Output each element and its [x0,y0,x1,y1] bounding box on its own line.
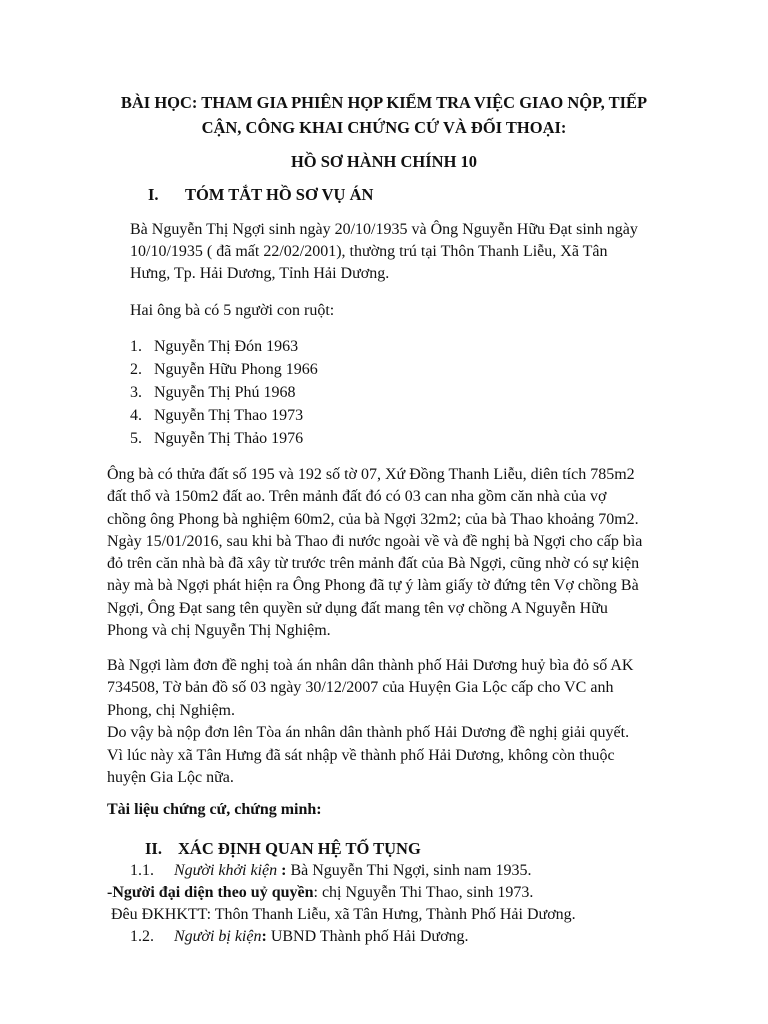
document-title-line-1: BÀI HỌC: THAM GIA PHIÊN HỌP KIỂM TRA VIỆC GIAO NỘP, TIẾP [120,93,648,112]
paragraph-line: Ngợi, Ông Đạt sang tên quyền sử dụng đất mang tên vợ chồng A Nguyễn Hữu [107,599,608,617]
paragraph-line: huyện Gia Lộc nữa. [107,769,234,787]
list-item [130,381,318,404]
label-separator: : [261,928,271,945]
document-title-line-2: CẬN, CÔNG KHAI CHỨNG CỨ VÀ ĐỐI THOẠI: [201,118,567,137]
paragraph-line: 734508, Tờ bản đồ số 03 ngày 30/12/2007 của Huyện Gia Lộc cấp cho VC anh [107,679,614,697]
label-separator: : [277,862,291,879]
item-number: 1.2. [130,928,154,945]
defendant-line [130,926,469,948]
paragraph-line: Ngày 15/01/2016, sau khi bà Thao đi nước ngoài về và đề nghị bà Ngợi cho cấp bìa [107,532,643,550]
list-text: Nguyễn Thị Phú 1968 [154,384,296,401]
section-2-heading: XÁC ĐỊNH QUAN HỆ TỐ TỤNG [178,839,421,858]
document-subtitle: HỒ SƠ HÀNH CHÍNH 10 [290,152,478,171]
paragraph-line: đỏ trên căn nhà bà đã xây từ trước trên mảnh đất của Bà Ngợi, cũng nhờ có sự kiện [107,555,640,573]
paragraph-line: Vì lúc này xã Tân Hưng đã sát nhập về thành phố Hải Dương, không còn thuộc [107,746,615,764]
intro-line: 10/10/1935 ( đã mất 22/02/2001), thường trú tại Thôn Thanh Liễu, Xã Tân [130,243,608,260]
children-intro: Hai ông bà có 5 người con ruột: [130,302,335,319]
paragraph-line: chồng ông Phong bà nghiệm 60m2, của bà Ngợi 32m2; của bà Thao khoảng 70m2. [107,510,639,528]
paragraph-line: Do vậy bà nộp đơn lên Tòa án nhân dân thành phố Hải Dương đề nghị giải quyết. [107,724,630,742]
list-number: 3. [130,384,142,401]
paragraph-line: Ông bà có thửa đất số 195 và 192 số tờ 07, Xứ Đồng Thanh Liễu, diên tích 785m2 [107,466,635,483]
section-1-number: I. [148,185,159,204]
list-item [130,335,318,358]
representative-label: -Người đại diện theo uỷ quyền [107,884,314,901]
representative-line [107,882,533,904]
land-paragraph [107,464,642,642]
list-text: Nguyễn Hữu Phong 1966 [154,361,318,378]
list-item [130,358,318,381]
list-number: 5. [130,430,142,447]
list-item [130,427,318,450]
paragraph-line: Phong và chị Nguyễn Thị Nghiệm. [107,622,331,640]
plaintiff-value: Bà Nguyễn Thi Ngợi, sinh nam 1935. [290,862,532,879]
list-item [130,404,318,427]
intro-paragraph [130,219,638,285]
list-number: 4. [130,407,142,424]
paragraph-line: Phong, chị Nghiệm. [107,701,235,719]
section-2-number: II. [145,839,162,858]
list-text: Nguyễn Thị Đón 1963 [154,338,299,355]
defendant-value: UBND Thành phố Hải Dương. [270,928,469,945]
item-number: 1.1. [130,862,154,879]
list-number: 1. [130,338,142,355]
plaintiff-label: Người khởi kiện [174,862,278,879]
intro-line: Hưng, Tp. Hải Dương, Tỉnh Hải Dương. [130,265,390,282]
list-number: 2. [130,361,142,378]
intro-line: Bà Nguyễn Thị Ngợi sinh ngày 20/10/1935 và Ông Nguyễn Hữu Đạt sinh ngày [130,221,638,238]
children-list [130,335,318,450]
defendant-label: Người bị kiện [174,928,262,945]
plaintiff-line [130,860,532,882]
list-text: Nguyễn Thị Thao 1973 [154,407,304,424]
representative-value: : chị Nguyễn Thi Thao, sinh 1973. [313,884,534,901]
evidence-heading: Tài liệu chứng cứ, chứng minh: [107,801,322,818]
paragraph-line: này mà bà Ngợi phát hiện ra Ông Phong đã tự ý làm giấy tờ đứng tên Vợ chồng Bà [107,577,639,595]
paragraph-line: Bà Ngợi làm đơn đề nghị toà án nhân dân thành phố Hải Dương huỷ bìa đỏ số AK [107,657,634,674]
address-line: Đêu ĐKHKTT: Thôn Thanh Liễu, xã Tân Hưng, Thành Phố Hải Dương. [111,906,576,923]
paragraph-line: đất thổ và 150m2 đất ao. Trên mảnh đất đó có 03 can nha gồm căn nhà của vợ [107,488,607,506]
list-text: Nguyễn Thị Thảo 1976 [154,430,304,447]
section-1-heading: TÓM TẮT HỒ SƠ VỤ ÁN [185,185,374,204]
request-paragraph [107,655,633,789]
